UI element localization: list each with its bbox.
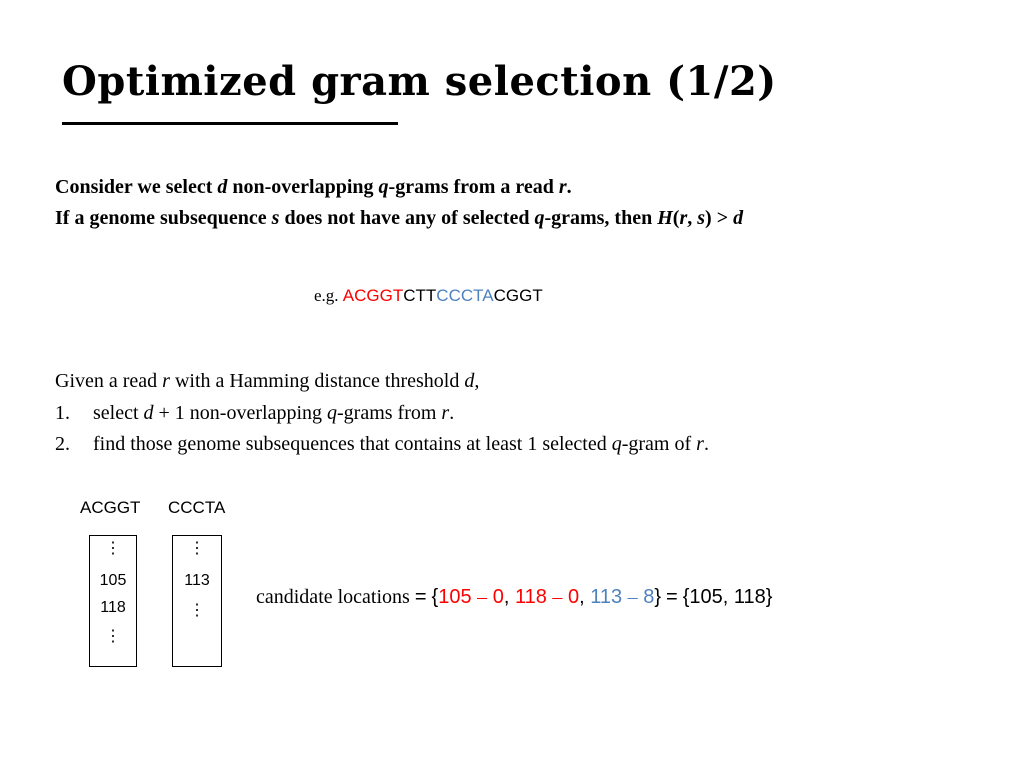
ellipsis-top: ⋮: [189, 540, 205, 557]
candidate-result: {105, 118}: [682, 586, 773, 608]
index-list-cccta: [172, 535, 222, 667]
location-value: 113: [184, 572, 210, 589]
seq-gap-1: CTT: [403, 286, 437, 305]
candidate-label: candidate locations: [256, 586, 410, 608]
ellipsis-top: ⋮: [105, 540, 121, 557]
index-header-cccta: CCCTA: [168, 498, 226, 517]
candidate-locations: candidate locations = {105 – 0, 118 – 0, 113 – 8} = {105, 118}: [256, 586, 773, 608]
seq-gram-1: ACGGT: [342, 286, 404, 305]
claim-line-2: If a genome subsequence s does not have any of selected q-grams, then H(r, s) > d: [55, 207, 744, 229]
index-list-acggt: [89, 535, 137, 667]
title-underline: [62, 122, 398, 125]
index-header-acggt: ACGGT: [80, 498, 141, 517]
slide-title: Optimized gram selection (1/2): [62, 58, 777, 105]
example-sequence: [314, 286, 543, 306]
seq-gram-2: CCCTA: [436, 286, 494, 305]
method-step-2: 2. find those genome subsequences that contains at least 1 selected q-gram of r.: [55, 433, 709, 455]
method-intro: Given a read r with a Hamming distance threshold d,: [55, 370, 480, 392]
ellipsis-bottom: ⋮: [189, 602, 205, 619]
location-value: 118: [100, 599, 126, 616]
ellipsis-bottom: ⋮: [105, 628, 121, 645]
seq-tail: CGGT: [493, 286, 543, 305]
example-prefix: e.g.: [314, 286, 339, 305]
method-step-1: 1. select d + 1 non-overlapping q-grams from r.: [55, 402, 455, 424]
claim-line-1: Consider we select d non-overlapping q-grams from a read r.: [55, 176, 572, 198]
location-value: 105: [99, 572, 127, 589]
